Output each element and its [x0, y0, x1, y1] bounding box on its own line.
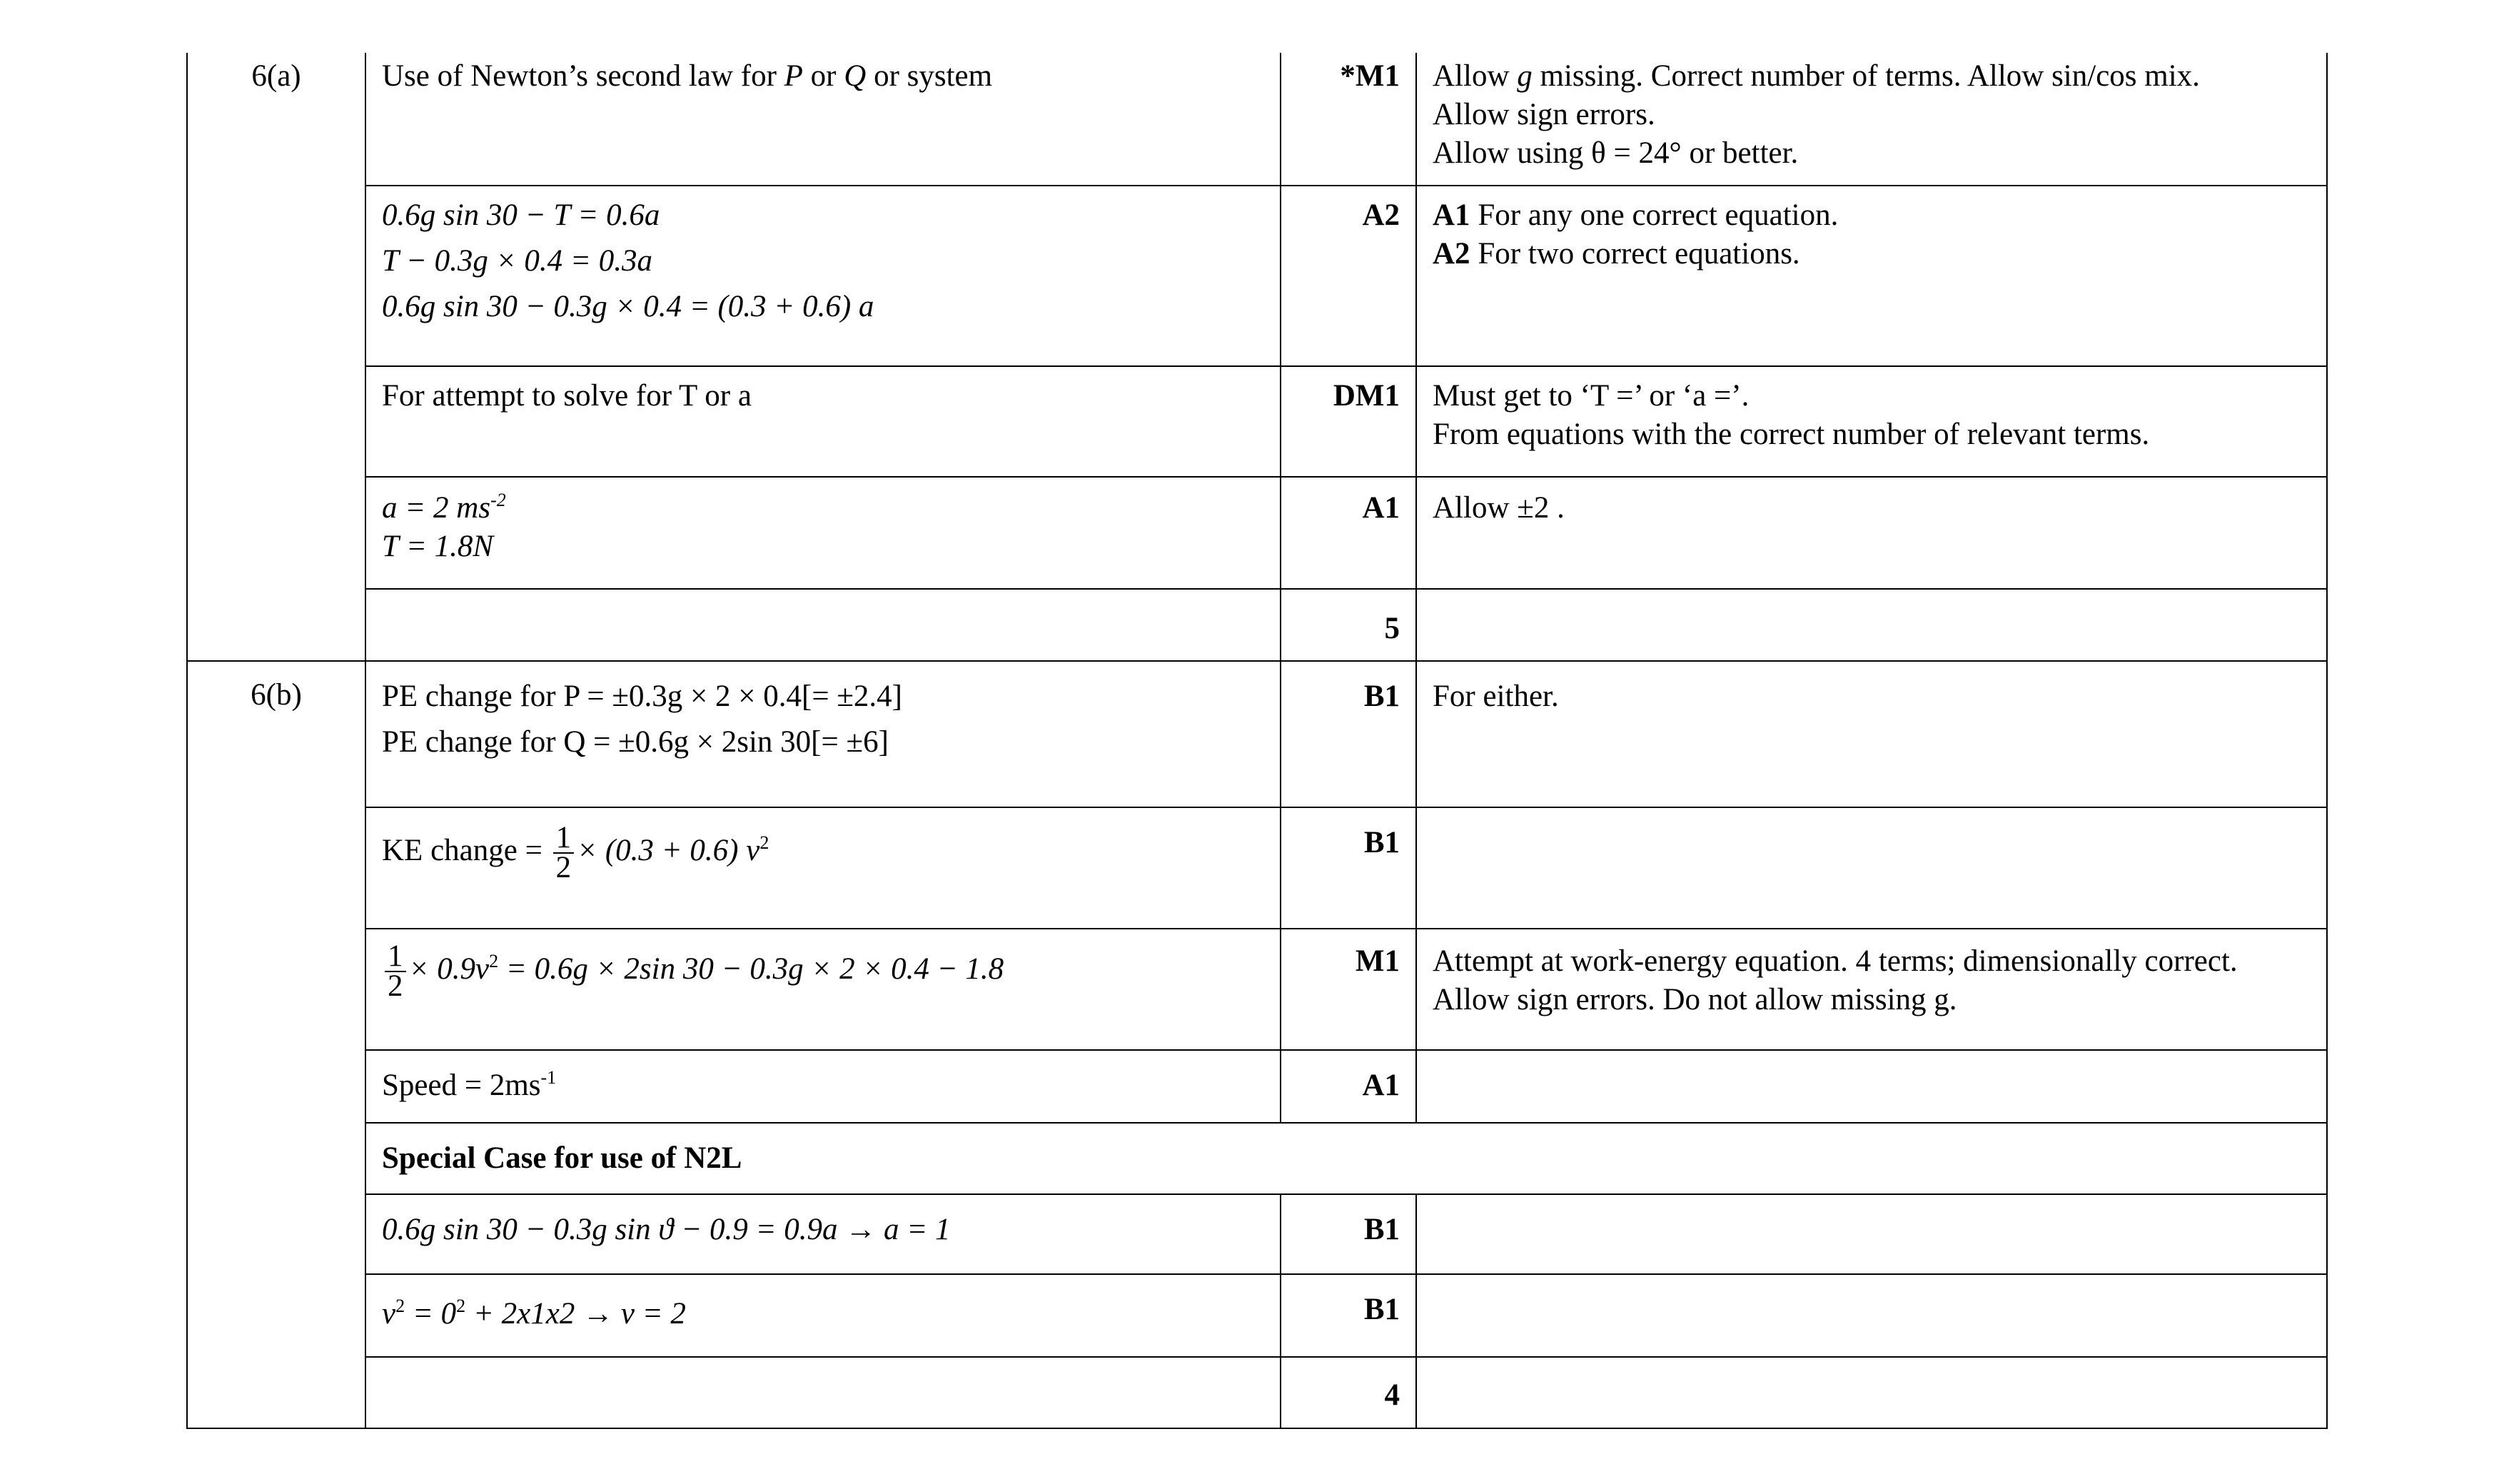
answer-text: or system	[866, 59, 993, 93]
guidance-line: Allow sign errors. Do not allow missing g.	[1433, 983, 1957, 1016]
answer-text: P	[784, 59, 803, 93]
guidance-cell	[1416, 1274, 2327, 1357]
answer-cell: For attempt to solve for T or a	[365, 366, 1281, 477]
answer-text: Speed = 2ms	[382, 1069, 541, 1102]
table-row	[187, 1357, 2327, 1428]
mark-total: 4	[1281, 1357, 1416, 1428]
table-row	[187, 53, 2327, 186]
guidance-line: From equations with the correct number of relevant terms.	[1433, 418, 2150, 451]
guidance-cell	[1416, 366, 2327, 477]
guidance-line: A1 For any one correct equation.	[1433, 198, 1839, 232]
guidance-cell	[1416, 1194, 2327, 1274]
guidance-cell	[1416, 186, 2327, 366]
mark-cell: *M1	[1281, 53, 1416, 186]
answer-line: PE change for Q = ±0.6g × 2sin 30[= ±6]	[382, 725, 889, 759]
guidance-cell	[1416, 929, 2327, 1050]
mark-cell: A1	[1281, 1050, 1416, 1123]
guidance-cell	[1416, 589, 2327, 661]
guidance-cell: For either.	[1416, 661, 2327, 807]
mark-cell: B1	[1281, 661, 1416, 807]
guidance-line: Allow using θ = 24° or better.	[1433, 136, 1799, 170]
answer-cell: KE change = $\frac{1}{2}$ × (0.3 + 0.6) $v^2$	[365, 807, 1281, 929]
answer-cell: 0.6g sin 30 − 0.3g sin ϑ − 0.9 = 0.9a → a = 1	[365, 1194, 1281, 1274]
equation: + 2x1x2 → v = 2	[465, 1297, 686, 1331]
guidance-line: Allow sign errors.	[1433, 98, 1655, 131]
question-number: 6(a)	[187, 53, 365, 661]
table-row	[187, 186, 2327, 366]
mark-cell: B1	[1281, 1274, 1416, 1357]
equation: = 0.6g × 2sin 30 − 0.3g × 2 × 0.4 − 1.8	[498, 952, 1004, 986]
equation: T − 0.3g × 0.4 = 0.3a	[382, 244, 652, 278]
guidance-cell: Allow ±2 .	[1416, 477, 2327, 589]
answer-text: or	[802, 59, 844, 93]
guidance-line: Attempt at work-energy equation. 4 terms; dimensionally correct.	[1433, 944, 2238, 978]
answer-line: PE change for P = ±0.3g × 2 × 0.4[= ±2.4]	[382, 680, 902, 713]
section-heading: Special Case for use of N2L	[365, 1123, 2327, 1194]
answer-cell: $\frac{1}{2}$ × $0.9v^2 = 0.6g \times 2\sin$ 30 − 0.3g × 2 × 0.4 − 1.8	[365, 929, 1281, 1050]
question-number: 6(b)	[187, 661, 365, 1428]
guidance-cell	[1416, 1050, 2327, 1123]
fraction: $\frac{1}{2}$	[553, 824, 575, 882]
mark-cell: A2	[1281, 186, 1416, 366]
table-row	[187, 807, 2327, 929]
guidance-cell	[1416, 1357, 2327, 1428]
mark-total: 5	[1281, 589, 1416, 661]
answer-cell	[365, 1357, 1281, 1428]
guidance-line: Allow g missing. Correct number of terms. Allow sin/cos mix.	[1433, 59, 2200, 93]
answer-cell: $v^2 = 0^2 + 2x1x2 \to v = 2$	[365, 1274, 1281, 1357]
table-row	[187, 1123, 2327, 1194]
table-row	[187, 1050, 2327, 1123]
table-row	[187, 366, 2327, 477]
answer-text: Use of Newton’s second law for	[382, 59, 784, 93]
mark-cell: A1	[1281, 477, 1416, 589]
mark-cell: B1	[1281, 1194, 1416, 1274]
guidance-cell	[1416, 807, 2327, 929]
table-row	[187, 1194, 2327, 1274]
answer-cell	[365, 53, 1281, 186]
table-row	[187, 1274, 2327, 1357]
mark-cell: DM1	[1281, 366, 1416, 477]
equation: v	[382, 1297, 396, 1331]
table-row	[187, 589, 2327, 661]
answer-text: × (0.3 + 0.6) v	[577, 833, 760, 867]
answer-cell	[365, 186, 1281, 366]
answer-cell	[365, 477, 1281, 589]
equation: × 0.9v	[408, 952, 490, 986]
mark-cell: B1	[1281, 807, 1416, 929]
answer-line: T = 1.8N	[382, 530, 494, 563]
equation: 0.6g sin 30 − T = 0.6a	[382, 198, 660, 232]
table-row	[187, 929, 2327, 1050]
guidance-cell	[1416, 53, 2327, 186]
equation: 0.6g sin 30 − 0.3g × 0.4 = (0.3 + 0.6) a	[382, 290, 874, 323]
table-row	[187, 661, 2327, 807]
mark-scheme-table	[186, 53, 2328, 1429]
answer-line: a = 2 $ms^{-2}$	[382, 490, 506, 525]
guidance-line: Must get to ‘T =’ or ‘a =’.	[1433, 379, 1750, 413]
guidance-line: A2 For two correct equations.	[1433, 237, 1800, 271]
fraction: $\frac{1}{2}$	[385, 942, 406, 1001]
table-row	[187, 477, 2327, 589]
equation: = 0	[405, 1297, 457, 1331]
answer-cell	[365, 589, 1281, 661]
answer-text: KE change =	[382, 833, 550, 867]
answer-text: Q	[844, 59, 867, 93]
answer-cell	[365, 661, 1281, 807]
mark-cell: M1	[1281, 929, 1416, 1050]
answer-cell: Speed = $2ms^{-1}$	[365, 1050, 1281, 1123]
